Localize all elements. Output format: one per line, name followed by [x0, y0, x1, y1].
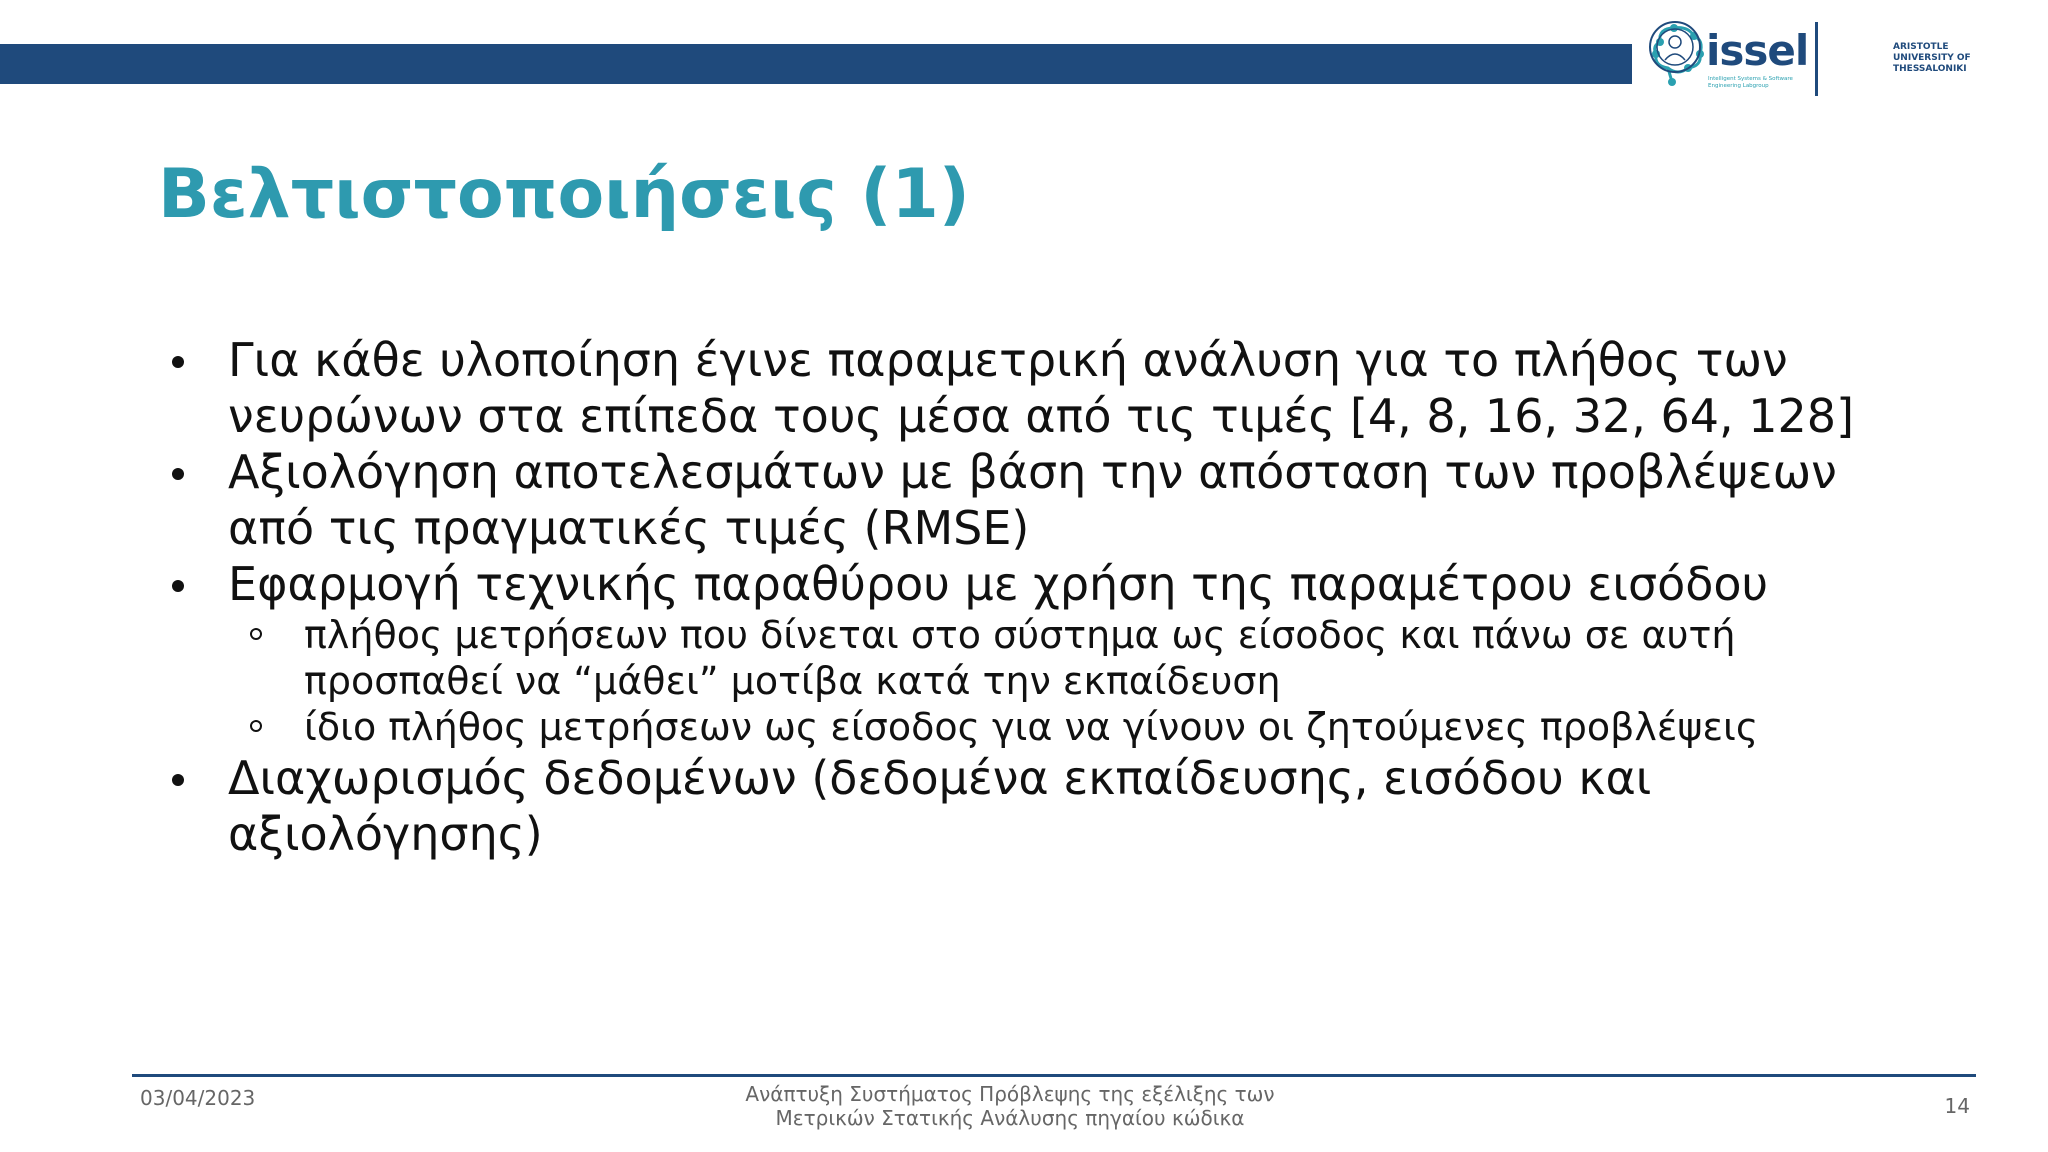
header-logos	[1648, 20, 1978, 100]
sub-bullet-item	[168, 612, 1908, 704]
sub-bullet-text: ίδιο πλήθος μετρήσεων ως είσοδος για να γίνουν οι ζητούμενες προβλέψεις	[304, 705, 1759, 749]
sub-bullet-item	[168, 704, 1908, 750]
bullet-text: Διαχωρισμός δεδομένων (δεδομένα εκπαίδευσης, εισόδου και αξιολόγησης)	[228, 751, 1652, 861]
bullet-dot-icon	[172, 774, 184, 786]
sub-bullet-circle-icon	[250, 720, 262, 732]
page-number: 14	[1944, 1094, 1970, 1118]
footer-divider	[132, 1074, 1976, 1077]
issel-logo-subtitle: Intelligent Systems & Software Engineering Labgroup	[1708, 76, 1793, 89]
footer-title-line-1: Ανάπτυξη Συστήματος Πρόβλεψης της εξέλιξης των	[745, 1082, 1275, 1106]
sub-bullet-circle-icon	[250, 628, 262, 640]
bullet-dot-icon	[172, 580, 184, 592]
slide-title: Βελτιστοποιήσεις (1)	[158, 155, 970, 234]
issel-logo-text: issel	[1706, 26, 1809, 75]
footer-title-line-2: Μετρικών Στατικής Ανάλυσης πηγαίου κώδικα	[775, 1106, 1245, 1130]
bullet-text: Αξιολόγηση αποτελεσμάτων με βάση την απόσταση των προβλέψεων από τις πραγματικές τιμές (RMSE)	[228, 445, 1837, 555]
university-seal-icon	[1648, 20, 1702, 74]
bullet-list	[168, 332, 1908, 862]
footer-presentation-title	[700, 1082, 1320, 1130]
bullet-dot-icon	[172, 356, 184, 368]
bullet-text: Για κάθε υλοποίηση έγινε παραμετρική ανάλυση για το πλήθος των νευρώνων στα επίπεδα τους μέσα από τις τιμές [4, 8, 16, 32, 64, 128]	[228, 333, 1855, 443]
university-name: ARISTOTLE UNIVERSITY OF THESSALONIKI	[1893, 42, 1971, 74]
bullet-item	[168, 444, 1908, 556]
bullet-item	[168, 556, 1908, 612]
header-bar	[0, 44, 1632, 84]
bullet-dot-icon	[172, 468, 184, 480]
bullet-text: Εφαρμογή τεχνικής παραθύρου με χρήση της παραμέτρου εισόδου	[228, 557, 1769, 611]
bullet-item	[168, 750, 1908, 862]
sub-bullet-text: πλήθος μετρήσεων που δίνεται στο σύστημα ως είσοδος και πάνω σε αυτή προσπαθεί να “μάθει” μοτίβα κατά την εκπαίδευση	[304, 613, 1736, 703]
bullet-item	[168, 332, 1908, 444]
logo-divider	[1815, 22, 1818, 96]
footer-date: 03/04/2023	[140, 1086, 256, 1110]
